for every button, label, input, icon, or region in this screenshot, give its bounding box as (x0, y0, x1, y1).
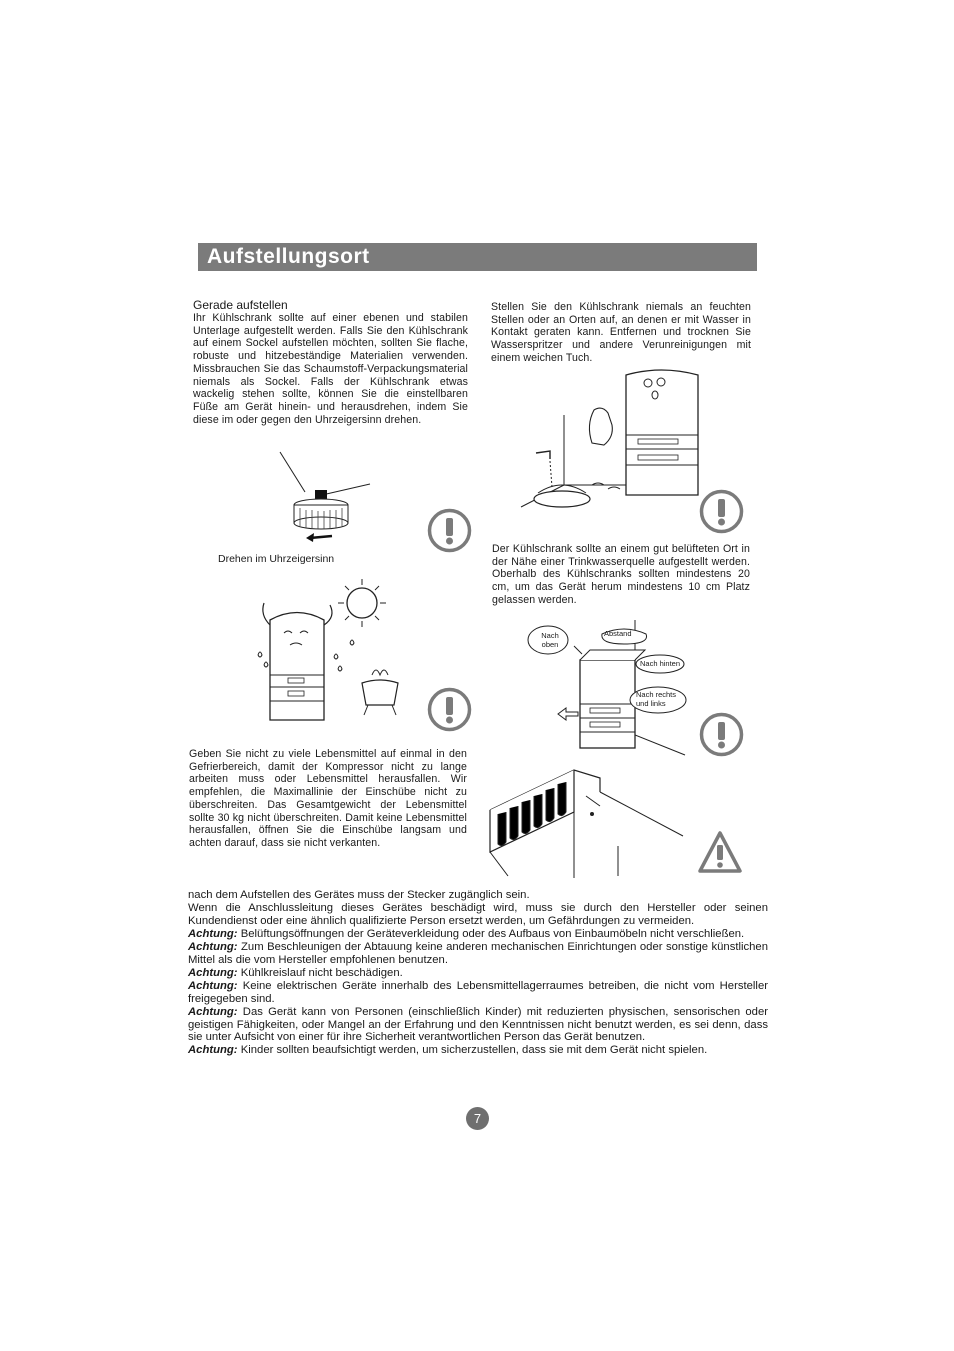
warning-text: Belüftungsöffnungen der Geräteverkleidung oder des Aufbaus von Einbaumöbeln nicht verschließen. (237, 927, 745, 940)
safety-notes (188, 889, 768, 1057)
warning-note (188, 1006, 768, 1045)
load-paragraph: Geben Sie nicht zu viele Lebensmittel auf einmal in den Gefrierbereich, damit der Kompressor nicht zu lange arbeiten muss oder Lebensmittel herausfallen. Wir empfehlen, die Maximallinie der Einschübe nicht zu überschreiten. Das Gesamtgewicht der Lebensmittel sollte 30 kg nicht überschreiten. Damit keine Lebensmittel herausfallen, öffnen Sie die Einschübe langsam und achten darauf, dass sie nicht verkanten. (189, 748, 467, 849)
bubble-distance: Abstand (604, 629, 632, 638)
warning-label: Achtung: (188, 940, 238, 953)
warning-label: Achtung: (188, 979, 238, 992)
warning-text: Zum Beschleunigen der Abtauung keine anderen mechanischen Einrichtungen oder sonstige künstlichen Mittel als die vom Hersteller empfohlenen benutzen. (188, 940, 768, 966)
bubble-sides-line2: und links (636, 698, 666, 708)
adjustable-foot-illustration (260, 452, 375, 547)
bubble-sides-line1: Nach rechts (636, 690, 677, 699)
warning-text: Kinder sollten beaufsichtigt werden, um sicherzustellen, dass sie mit dem Gerät nicht spielen. (237, 1044, 708, 1057)
warning-label: Achtung: (188, 1044, 238, 1057)
warning-triangle-icon (697, 830, 743, 874)
page-title: Aufstellungsort (207, 245, 370, 268)
warning-text: Das Gerät kann von Personen (einschließlich Kinder) mit reduzierten physischen, sensorischen oder geistigen Fähigkeiten, oder Mangel an der Erfahrung und den Kenntnissen nicht benutzt werden, es sei denn, dass sie unter Aufsicht von einer für ihre Sicherheit verantwortlichen Person das Gerät benutzen. (188, 1005, 768, 1044)
water-splash-illustration (516, 365, 706, 515)
freezer-basket-illustration (488, 766, 688, 878)
level-paragraph: Ihr Kühlschrank sollte auf einer ebenen und stabilen Unterlage aufgestellt werden. Falls Sie den Kühlschrank auf einem Sockel aufstellen möchten, sollten Sie flache, robuste und hitzebeständige Materialien verwenden. Missbrauchen Sie das Schaumstoff-Verpackungsmaterial niemals als Sockel. Falls der Kühlschrank etwas wackelig stehen sollte, können Sie die einstellbaren Füße am Gerät hinein- und herausdrehen, indem Sie diese im oder gegen den Uhrzeigersinn drehen. (193, 312, 468, 426)
exclamation-circle-icon (428, 688, 471, 731)
cable-note: Wenn die Anschlussleitung dieses Gerätes beschädigt wird, muss sie durch den Hersteller oder seinen Kundendienst oder eine ähnlich qualifizierte Person ersetzt werden, um Gefährdungen zu vermeiden. (188, 901, 768, 927)
warning-label: Achtung: (188, 927, 238, 940)
level-heading: Gerade aufstellen (193, 298, 288, 312)
warning-note (188, 967, 768, 980)
warning-note (188, 1044, 768, 1057)
bubble-up (536, 632, 564, 649)
plug-note: nach dem Aufstellen des Gerätes muss der Stecker zugänglich sein. (188, 889, 530, 901)
warning-text: Keine elektrischen Geräte innerhalb des Lebensmittellagerraumes betreiben, die nicht vom Hersteller freigegeben sind. (188, 979, 768, 1005)
warning-note (188, 980, 768, 1006)
ventilation-paragraph: Der Kühlschrank sollte an einem gut belüfteten Ort in der Nähe einer Trinkwasserquelle aufgestellt werden. Oberhalb des Kühlschranks sollten mindestens 20 cm, um das Gerät herum mindestens 10 cm Platz gelassen werden. (492, 543, 750, 606)
section-title-bar (198, 243, 757, 271)
bubble-up-line1: Nach (541, 631, 559, 640)
exclamation-circle-icon (700, 713, 743, 756)
fridge-heat-illustration (252, 565, 402, 730)
warning-label: Achtung: (188, 1005, 238, 1018)
warning-note (188, 941, 768, 967)
page-number: 7 (466, 1107, 489, 1130)
moisture-paragraph: Stellen Sie den Kühlschrank niemals an feuchten Stellen oder an Orten auf, an denen er mit Wasser in Kontakt geraten kann. Entfernen und trocknen Sie Wasserspritzer und andere Verunreinigungen mit einem weichen Tuch. (491, 301, 751, 364)
bubble-back: Nach hinten (640, 659, 681, 668)
warning-note (188, 928, 768, 941)
warning-text: Kühlkreislauf nicht beschädigen. (237, 966, 403, 979)
exclamation-circle-icon (428, 509, 471, 552)
warning-label: Achtung: (188, 966, 238, 979)
foot-caption: Drehen im Uhrzeigersinn (218, 553, 335, 565)
bubble-up-line2: oben (541, 639, 559, 649)
exclamation-circle-icon (700, 490, 743, 533)
bubble-sides (636, 691, 676, 708)
